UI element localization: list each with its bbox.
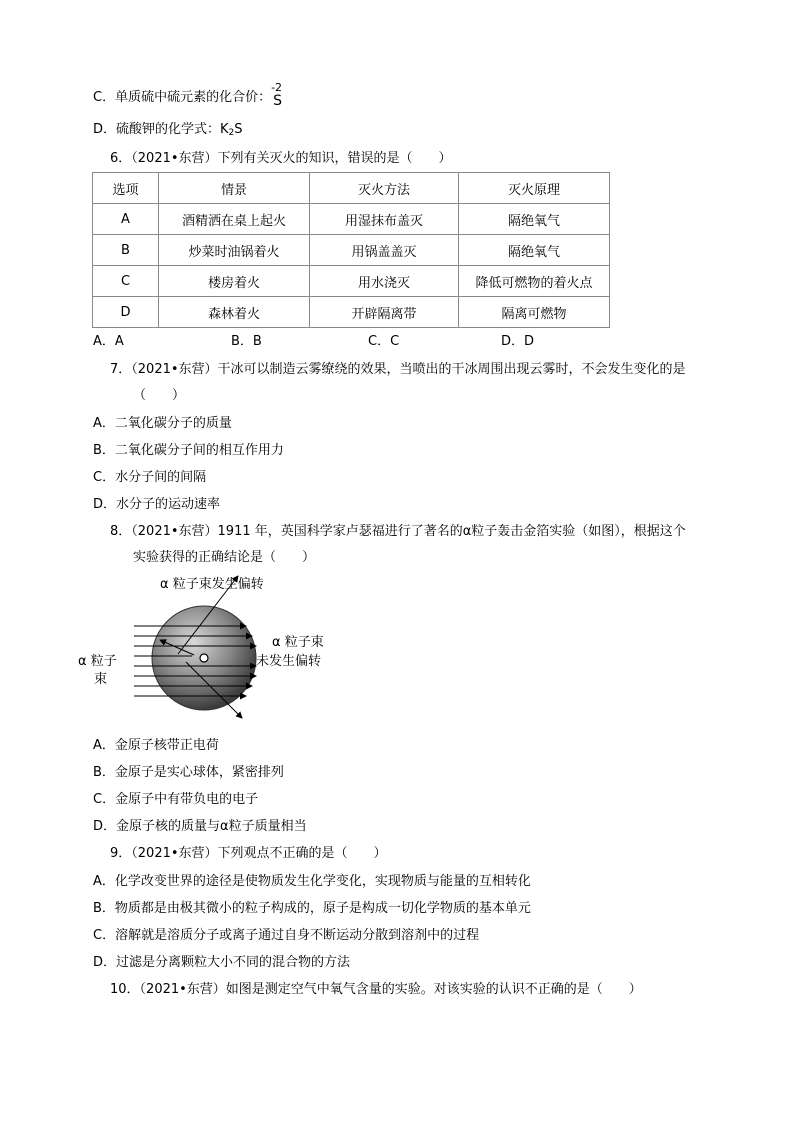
table-cell: 用水浇灭 xyxy=(310,266,459,297)
table-header-cell: 灭火方法 xyxy=(310,173,459,204)
table-cell: 隔绝氧气 xyxy=(459,235,610,266)
q6-option-d: D．D xyxy=(501,334,535,349)
q7-option-c: C．水分子间的间隔 xyxy=(93,470,207,485)
q7-stem-line1: 7．（2021•东营）干冰可以制造云雾缭绕的效果，当喷出的干冰周围出现云雾时，不会发生变化的是 xyxy=(110,362,686,377)
q5-option-d-suffix: S xyxy=(234,122,243,137)
table-cell: C xyxy=(93,266,159,297)
q7-option-a: A．二氧化碳分子的质量 xyxy=(93,416,232,431)
q10-stem: 10．（2021•东营）如图是测定空气中氧气含量的实验。对该实验的认识不正确的是（ ） xyxy=(110,982,642,997)
table-cell: 森林着火 xyxy=(159,297,310,328)
table-cell: D xyxy=(93,297,159,328)
table-header-row xyxy=(93,173,610,204)
table-cell: B xyxy=(93,235,159,266)
table-cell: 降低可燃物的着火点 xyxy=(459,266,610,297)
table-cell: 用湿抹布盖灭 xyxy=(310,204,459,235)
q8-stem-line2: 实验获得的正确结论是（ ） xyxy=(133,550,316,565)
valence-element: S xyxy=(273,93,282,109)
table-cell: 楼房着火 xyxy=(159,266,310,297)
q9-option-d: D．过滤是分离颗粒大小不同的混合物的方法 xyxy=(93,955,351,970)
label-undeflected-beam-1: α 粒子束 xyxy=(272,635,324,650)
table-row xyxy=(93,297,610,328)
q6-option-c: C．C xyxy=(368,334,400,349)
table-row xyxy=(93,266,610,297)
rutherford-experiment-figure xyxy=(76,572,346,724)
label-deflected-beam: α 粒子束发生偏转 xyxy=(160,577,264,592)
table-cell: 酒精洒在桌上起火 xyxy=(159,204,310,235)
label-alpha-beam-1: α 粒子 xyxy=(78,654,117,669)
valence-value: -2 xyxy=(271,81,283,94)
q5-option-d xyxy=(93,118,243,138)
q5-option-c-text: C．单质硫中硫元素的化合价： xyxy=(93,90,272,105)
table-cell: 隔离可燃物 xyxy=(459,297,610,328)
q9-option-a: A．化学改变世界的途径是使物质发生化学变化，实现物质与能量的互相转化 xyxy=(93,874,531,889)
table-header-cell: 选项 xyxy=(93,173,159,204)
q6-stem: 6．（2021•东营）下列有关灭火的知识，错误的是（ ） xyxy=(110,151,452,166)
q5-option-d-prefix: D．硫酸钾的化学式：K xyxy=(93,122,229,137)
table-row xyxy=(93,204,610,235)
q8-option-c: C．金原子中有带负电的电子 xyxy=(93,792,259,807)
table-cell: 开辟隔离带 xyxy=(310,297,459,328)
sulfur-valence xyxy=(271,81,287,109)
q7-stem-line2: （ ） xyxy=(133,388,186,403)
q5-option-d-subscript: 2 xyxy=(228,128,235,138)
table-cell: 炒菜时油锅着火 xyxy=(159,235,310,266)
q6-option-a: A．A xyxy=(93,334,124,349)
q9-stem: 9．（2021•东营）下列观点不正确的是（ ） xyxy=(110,846,387,861)
table-row xyxy=(93,235,610,266)
q9-option-b: B．物质都是由极其微小的粒子构成的，原子是构成一切化学物质的基本单元 xyxy=(93,901,531,916)
q6-options xyxy=(93,330,613,348)
table-cell: 隔绝氧气 xyxy=(459,204,610,235)
label-undeflected-beam-2: 未发生偏转 xyxy=(256,654,322,669)
q8-option-b: B．金原子是实心球体，紧密排列 xyxy=(93,765,284,780)
table-header-cell: 情景 xyxy=(159,173,310,204)
gold-nucleus xyxy=(200,654,208,662)
q7-option-b: B．二氧化碳分子间的相互作用力 xyxy=(93,443,284,458)
q5-option-c xyxy=(93,81,287,109)
label-alpha-beam-2: 束 xyxy=(94,672,108,687)
q8-option-d: D．金原子核的质量与α粒子质量相当 xyxy=(93,819,307,834)
table-cell: A xyxy=(93,204,159,235)
fire-extinguish-table xyxy=(92,172,610,328)
table-cell: 用锅盖盖灭 xyxy=(310,235,459,266)
q6-option-b: B．B xyxy=(231,334,262,349)
q9-option-c: C．溶解就是溶质分子或离子通过自身不断运动分散到溶剂中的过程 xyxy=(93,928,480,943)
q7-option-d: D．水分子的运动速率 xyxy=(93,497,221,512)
q8-stem-line1: 8．（2021•东营）1911 年，英国科学家卢瑟福进行了著名的α粒子轰击金箔实验（如图），根据这个 xyxy=(110,524,686,539)
table-header-cell: 灭火原理 xyxy=(459,173,610,204)
q8-option-a: A．金原子核带正电荷 xyxy=(93,738,219,753)
